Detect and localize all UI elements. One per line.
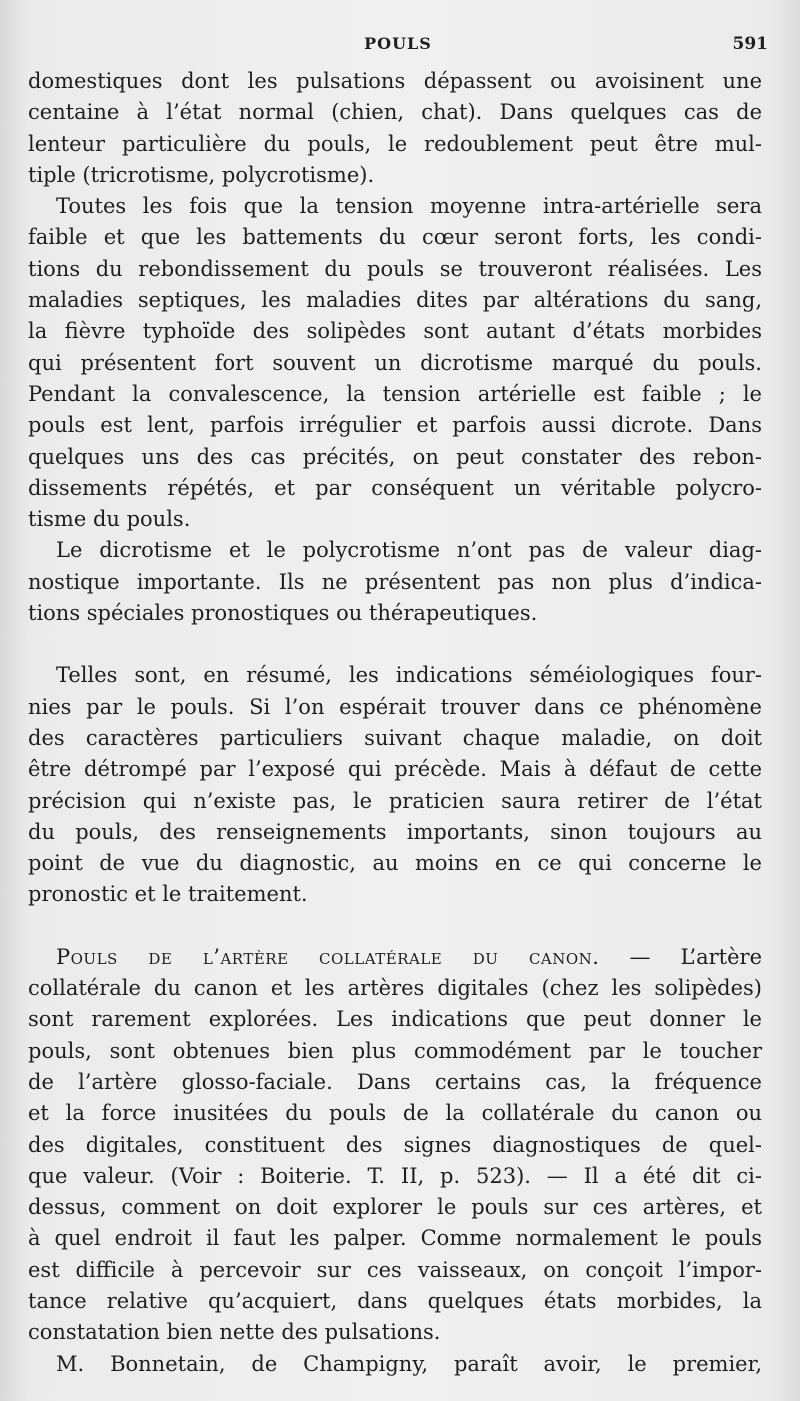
paragraph-bonnetain — [28, 1349, 762, 1380]
text-line: sont rarement explorées. Les indications que peut donner le — [28, 1007, 762, 1032]
section-heading: Pouls de l’artère collatérale du canon. — [56, 944, 600, 969]
paragraph-resume — [28, 660, 762, 910]
running-title: POULS — [364, 34, 432, 53]
text-line: et la force inusitées du pouls de la collatérale du canon ou — [28, 1101, 762, 1126]
text-line: constatation bien nette des pulsations. — [28, 1320, 441, 1345]
text-line: M. Bonnetain, de Champigny, paraît avoir, le premier, — [56, 1351, 762, 1376]
text-line: Telles sont, en résumé, les indications séméiologiques four- — [56, 663, 762, 688]
text-line: nostique importante. Ils ne présentent pas non plus d’indica- — [28, 569, 762, 594]
text-line: qui présentent fort souvent un dicrotisme marqué du pouls. — [28, 350, 762, 375]
text-line: tions spéciales pronostiques ou thérapeutiques. — [28, 601, 538, 626]
text-line: Pendant la convalescence, la tension artérielle est faible ; le — [28, 381, 762, 406]
paragraph-dicrotisme — [28, 535, 762, 629]
text-line: des digitales, constituent des signes diagnostiques de quel- — [28, 1132, 762, 1157]
text-line: est difficile à percevoir sur ces vaisseaux, on conçoit l’impor- — [28, 1257, 762, 1282]
text-line: pouls, sont obtenues bien plus commodément par le toucher — [28, 1038, 762, 1063]
text-line: pronostic et le traitement. — [28, 882, 308, 907]
text-line: centaine à l’état normal (chien, chat). Dans quelques cas de — [28, 100, 762, 125]
text-line: tance relative qu’acquiert, dans quelques états morbides, la — [28, 1288, 762, 1313]
text-line — [28, 942, 762, 973]
paragraph-continuation — [28, 66, 762, 191]
text-line: dessus, comment on doit explorer le pouls sur ces artères, et — [28, 1195, 762, 1220]
text-line: Toutes les fois que la tension moyenne intra-artérielle sera — [56, 194, 762, 219]
text-line: tisme du pouls. — [28, 507, 191, 532]
text-line: collatérale du canon et les artères digitales (chez les solipèdes) — [28, 976, 762, 1001]
paragraph-gap — [28, 911, 762, 942]
text-line: faible et que les battements du cœur seront forts, les condi- — [28, 225, 762, 250]
text-line: des caractères particuliers suivant chaque maladie, on doit — [28, 725, 762, 750]
text-line: du pouls, des renseignements importants, sinon toujours au — [28, 819, 762, 844]
text-line: à quel endroit il faut les palper. Comme normalement le pouls — [28, 1226, 762, 1251]
text-fragment: — L’artère — [599, 944, 762, 969]
paragraph-gap — [28, 629, 762, 660]
text-line: Le dicrotisme et le polycrotisme n’ont pas de valeur diag- — [56, 538, 762, 563]
text-line: être détrompé par l’exposé qui précède. Mais à défaut de cette — [28, 757, 762, 782]
text-line: domestiques dont les pulsations dépassent ou avoisinent une — [28, 69, 762, 93]
paragraph-tension — [28, 191, 762, 535]
text-line: nies par le pouls. Si l’on espérait trouver dans ce phénomène — [28, 694, 762, 719]
text-line: précision qui n’existe pas, le praticien saura retirer de l’état — [28, 788, 762, 813]
text-line: tions du rebondissement du pouls se trouveront réalisées. Les — [28, 256, 762, 281]
text-line: dissements répétés, et par conséquent un véritable polycro- — [28, 475, 762, 500]
text-line: que valeur. (Voir : Boiterie. T. II, p. 523). — Il a été dit ci- — [28, 1163, 762, 1188]
text-line: tiple (tricrotisme, polycrotisme). — [28, 162, 375, 187]
page-number: 591 — [732, 34, 768, 54]
text-line: point de vue du diagnostic, au moins en ce qui concerne le — [28, 851, 762, 876]
text-line: pouls est lent, parfois irrégulier et parfois aussi dicrote. Dans — [28, 413, 762, 438]
body-text — [28, 66, 762, 1380]
text-line: la fièvre typhoïde des solipèdes sont autant d’états morbides — [28, 319, 762, 344]
text-line: lenteur particulière du pouls, le redoublement peut être mul- — [28, 131, 762, 156]
text-line: maladies septiques, les maladies dites par altérations du sang, — [28, 288, 762, 313]
text-line: quelques uns des cas précités, on peut constater des rebon- — [28, 444, 762, 469]
running-head — [28, 34, 768, 58]
text-line: de l’artère glosso-faciale. Dans certains cas, la fréquence — [28, 1069, 762, 1094]
paragraph-collaterale — [28, 942, 762, 1349]
